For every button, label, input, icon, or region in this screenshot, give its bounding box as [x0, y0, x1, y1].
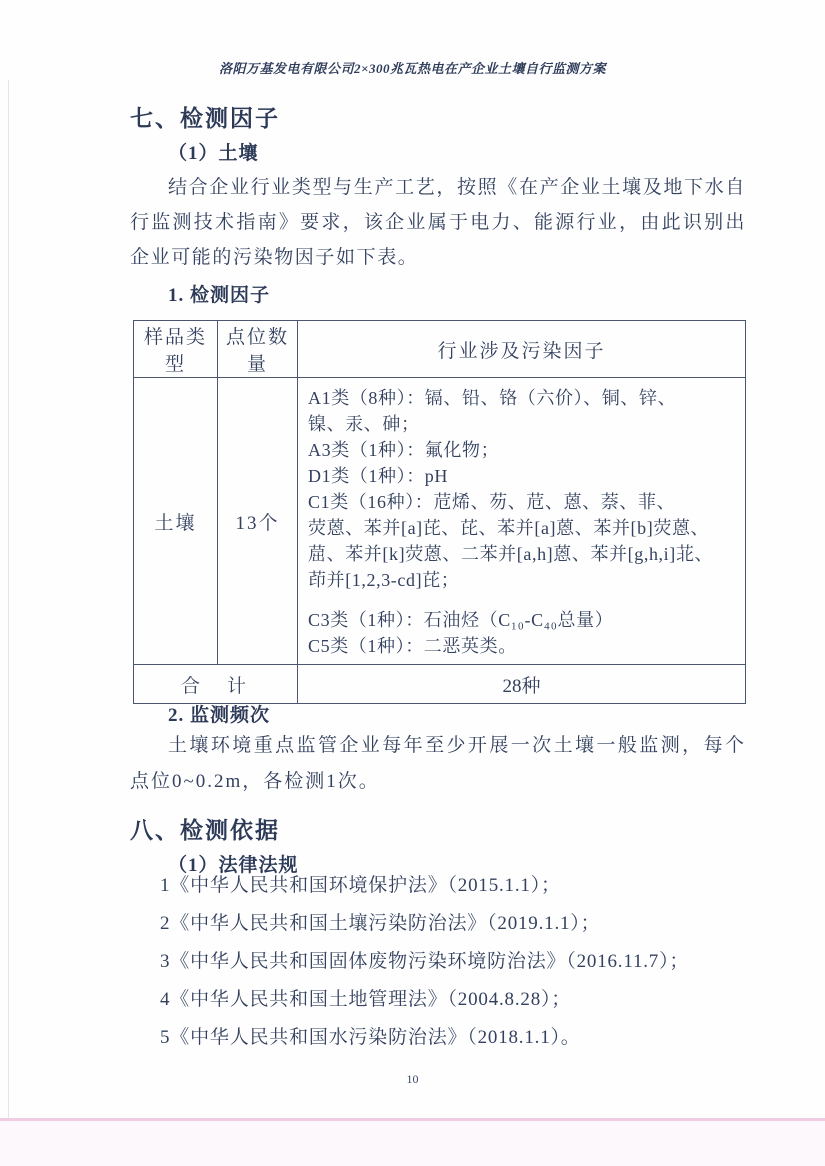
factor-line: 荧蒽、苯并[a]芘、芘、苯并[a]蒽、苯并[b]荧蒽、: [308, 518, 710, 538]
cell-total-value: 28种: [298, 665, 746, 704]
col-header-pollutants: 行业涉及污染因子: [298, 321, 746, 378]
section-8-heading: 八、检测依据: [130, 818, 280, 843]
factor-line: D1类（1种）：pH: [308, 466, 448, 486]
page-number: 10: [406, 1072, 419, 1086]
cell-pollutant-factors: [298, 378, 746, 665]
subsection-laws-heading: （1）法律法规: [168, 855, 299, 876]
running-header: 洛阳万基发电有限公司2×300兆瓦热电在产企业土壤自行监测方案: [219, 61, 606, 76]
cell-total-label: 合 计: [134, 665, 298, 704]
factor-line: 镍、汞、砷；: [308, 414, 420, 434]
factor-line: C3类（1种）：石油烃（C₁₀-C₄₀总量）: [308, 610, 614, 630]
cell-sample-type: 土壤: [134, 378, 218, 665]
factor-line: 䓛、苯并[k]荧蒽、二苯并[a,h]蒽、苯并[g,h,i]苝、: [308, 544, 714, 564]
factor-line-spacer: [308, 593, 739, 607]
subsection-soil-heading: （1）土壤: [168, 143, 259, 164]
cell-point-count: 13个: [218, 378, 298, 665]
factor-line: A1类（8种）：镉、铅、铬（六价）、铜、锌、: [308, 388, 677, 408]
intro-paragraph: 结合企业行业类型与生产工艺，按照《在产企业土壤及地下水自行监测技术指南》要求，该企业属于电力、能源行业，由此识别出企业可能的污染物因子如下表。: [130, 177, 746, 268]
law-item: 4《中华人民共和国土地管理法》（2004.8.28）；: [160, 989, 572, 1010]
factor-line: C1类（16种）：苊烯、芴、苊、蒽、萘、菲、: [308, 492, 676, 512]
scan-edge-left: [8, 80, 9, 1118]
factor-line: C5类（1种）：二恶英类。: [308, 636, 517, 656]
col-header-point-count: 点位数量: [218, 321, 298, 378]
scan-margin-bottom: [0, 1121, 825, 1166]
item-2-heading: 2. 监测频次: [168, 705, 271, 726]
factors-table: [133, 320, 746, 704]
table-body-row: [134, 378, 746, 665]
law-item: 3《中华人民共和国固体废物污染环境防治法》（2016.11.7）；: [160, 951, 690, 972]
law-list: [160, 876, 760, 1066]
law-item: 1《中华人民共和国环境保护法》（2015.1.1）；: [160, 875, 561, 896]
frequency-paragraph: 土壤环境重点监管企业每年至少开展一次土壤一般监测，每个点位0~0.2m，各检测1次。: [130, 735, 746, 792]
factor-line: 茚并[1,2,3-cd]芘；: [308, 570, 460, 590]
item-1-heading: 1. 检测因子: [168, 285, 271, 306]
col-header-sample-type: 样品类型: [134, 321, 218, 378]
law-item: 5《中华人民共和国水污染防治法》（2018.1.1）。: [160, 1027, 581, 1048]
section-7-heading: 七、检测因子: [130, 106, 280, 131]
factor-line: A3类（1种）：氟化物；: [308, 440, 500, 460]
table-total-row: [134, 665, 746, 704]
law-item: 2《中华人民共和国土壤污染防治法》（2019.1.1）；: [160, 913, 601, 934]
table-header-row: [134, 321, 746, 378]
scan-edge-bottom: [0, 1118, 825, 1121]
